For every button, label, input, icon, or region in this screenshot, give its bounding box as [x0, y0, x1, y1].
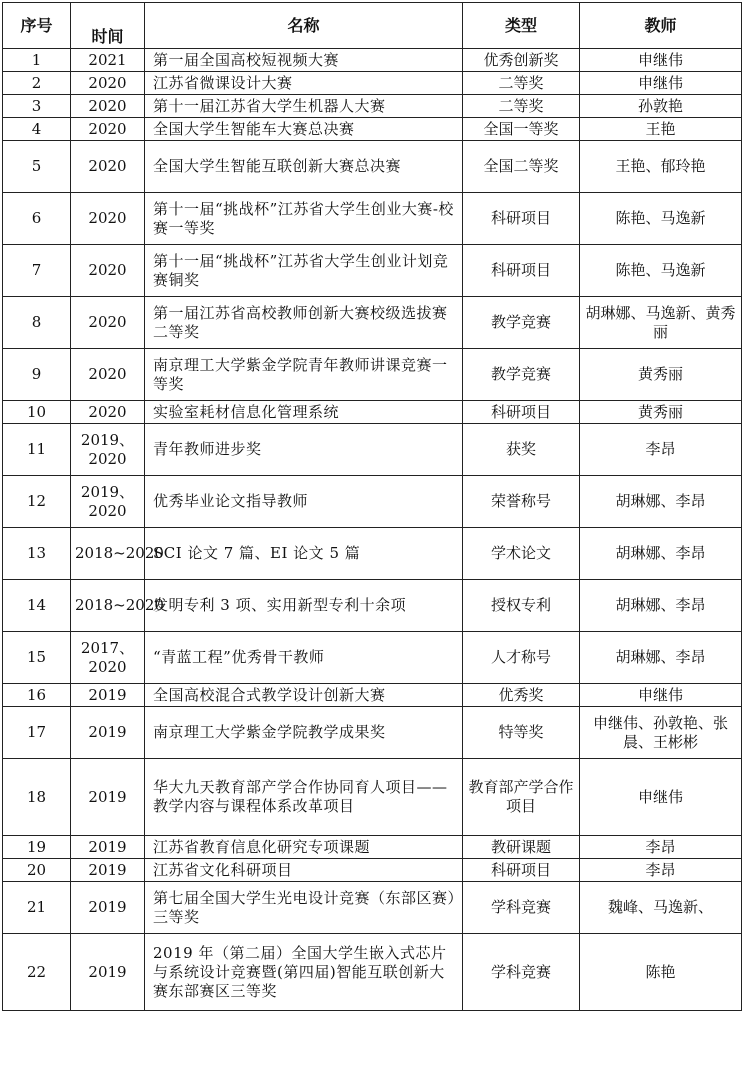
awards-table — [2, 2, 742, 1011]
row-time: 2019、2020 — [71, 424, 145, 476]
row-teacher: 申继伟 — [580, 72, 742, 95]
row-name: 优秀毕业论文指导教师 — [145, 476, 463, 528]
row-type: 教研课题 — [463, 836, 580, 859]
row-time: 2019 — [71, 759, 145, 836]
row-seq: 11 — [3, 424, 71, 476]
row-type: 获奖 — [463, 424, 580, 476]
row-type: 二等奖 — [463, 72, 580, 95]
row-type: 人才称号 — [463, 632, 580, 684]
row-time: 2018~2020 — [71, 580, 145, 632]
row-teacher: 申继伟 — [580, 49, 742, 72]
row-name: 第十一届“挑战杯”江苏省大学生创业计划竞赛铜奖 — [145, 245, 463, 297]
row-seq: 16 — [3, 684, 71, 707]
table-row — [3, 528, 742, 580]
row-teacher: 胡琳娜、李昂 — [580, 580, 742, 632]
row-time: 2020 — [71, 193, 145, 245]
table-row — [3, 424, 742, 476]
row-type: 全国二等奖 — [463, 141, 580, 193]
row-seq: 20 — [3, 859, 71, 882]
table-row — [3, 836, 742, 859]
row-teacher: 李昂 — [580, 424, 742, 476]
row-name: 全国高校混合式教学设计创新大赛 — [145, 684, 463, 707]
row-name: 江苏省文化科研项目 — [145, 859, 463, 882]
row-seq: 4 — [3, 118, 71, 141]
row-name: “青蓝工程”优秀骨干教师 — [145, 632, 463, 684]
row-time: 2019 — [71, 859, 145, 882]
table-row — [3, 349, 742, 401]
table-row — [3, 476, 742, 528]
row-name: 实验室耗材信息化管理系统 — [145, 401, 463, 424]
row-type: 二等奖 — [463, 95, 580, 118]
row-time: 2020 — [71, 349, 145, 401]
row-time: 2021 — [71, 49, 145, 72]
row-teacher: 胡琳娜、马逸新、黄秀丽 — [580, 297, 742, 349]
table-row — [3, 49, 742, 72]
row-teacher: 李昂 — [580, 836, 742, 859]
header-teacher: 教师 — [580, 3, 742, 49]
row-teacher: 陈艳、马逸新 — [580, 245, 742, 297]
row-time: 2020 — [71, 141, 145, 193]
row-type: 荣誉称号 — [463, 476, 580, 528]
table-row — [3, 859, 742, 882]
row-seq: 2 — [3, 72, 71, 95]
table-row — [3, 684, 742, 707]
header-time: 时间 — [71, 3, 145, 49]
row-time: 2019 — [71, 882, 145, 934]
row-type: 科研项目 — [463, 193, 580, 245]
row-time: 2019 — [71, 836, 145, 859]
row-name: 华大九天教育部产学合作协同育人项目——教学内容与课程体系改革项目 — [145, 759, 463, 836]
table-row — [3, 245, 742, 297]
row-name: 第十一届“挑战杯”江苏省大学生创业大赛-校赛一等奖 — [145, 193, 463, 245]
table-body — [3, 49, 742, 1011]
row-seq: 14 — [3, 580, 71, 632]
row-time: 2020 — [71, 118, 145, 141]
row-time: 2019 — [71, 707, 145, 759]
row-seq: 13 — [3, 528, 71, 580]
row-type: 科研项目 — [463, 859, 580, 882]
row-type: 教学竞赛 — [463, 349, 580, 401]
row-teacher: 申继伟 — [580, 684, 742, 707]
row-time: 2020 — [71, 72, 145, 95]
header-name: 名称 — [145, 3, 463, 49]
row-seq: 3 — [3, 95, 71, 118]
row-teacher: 申继伟、孙敦艳、张晨、王彬彬 — [580, 707, 742, 759]
row-name: 2019 年（第二届）全国大学生嵌入式芯片与系统设计竞赛暨(第四届)智能互联创新大赛东部赛区三等奖 — [145, 934, 463, 1011]
row-time: 2019 — [71, 934, 145, 1011]
row-type: 教育部产学合作项目 — [463, 759, 580, 836]
row-seq: 8 — [3, 297, 71, 349]
row-teacher: 黄秀丽 — [580, 349, 742, 401]
row-name: 青年教师进步奖 — [145, 424, 463, 476]
row-name: 南京理工大学紫金学院教学成果奖 — [145, 707, 463, 759]
row-type: 特等奖 — [463, 707, 580, 759]
row-teacher: 魏峰、马逸新、 — [580, 882, 742, 934]
row-type: 授权专利 — [463, 580, 580, 632]
row-type: 学科竞赛 — [463, 882, 580, 934]
row-name: 第七届全国大学生光电设计竞赛（东部区赛）三等奖 — [145, 882, 463, 934]
row-seq: 15 — [3, 632, 71, 684]
row-name: SCI 论文 7 篇、EI 论文 5 篇 — [145, 528, 463, 580]
row-type: 科研项目 — [463, 401, 580, 424]
row-seq: 9 — [3, 349, 71, 401]
table-row — [3, 297, 742, 349]
table-row — [3, 401, 742, 424]
row-name: 第一届全国高校短视频大赛 — [145, 49, 463, 72]
row-seq: 19 — [3, 836, 71, 859]
row-time: 2020 — [71, 401, 145, 424]
row-seq: 1 — [3, 49, 71, 72]
row-seq: 17 — [3, 707, 71, 759]
row-time: 2020 — [71, 95, 145, 118]
table-row — [3, 707, 742, 759]
row-seq: 18 — [3, 759, 71, 836]
row-name: 全国大学生智能车大赛总决赛 — [145, 118, 463, 141]
row-seq: 10 — [3, 401, 71, 424]
row-teacher: 王艳 — [580, 118, 742, 141]
header-seq: 序号 — [3, 3, 71, 49]
row-seq: 6 — [3, 193, 71, 245]
row-type: 全国一等奖 — [463, 118, 580, 141]
row-seq: 21 — [3, 882, 71, 934]
header-type: 类型 — [463, 3, 580, 49]
row-teacher: 胡琳娜、李昂 — [580, 476, 742, 528]
row-teacher: 黄秀丽 — [580, 401, 742, 424]
row-time: 2018~2020 — [71, 528, 145, 580]
table-row — [3, 118, 742, 141]
table-row — [3, 193, 742, 245]
row-teacher: 胡琳娜、李昂 — [580, 528, 742, 580]
row-name: 发明专利 3 项、实用新型专利十余项 — [145, 580, 463, 632]
row-seq: 12 — [3, 476, 71, 528]
row-type: 优秀奖 — [463, 684, 580, 707]
row-time: 2019 — [71, 684, 145, 707]
row-name: 全国大学生智能互联创新大赛总决赛 — [145, 141, 463, 193]
row-type: 教学竞赛 — [463, 297, 580, 349]
row-teacher: 王艳、郁玲艳 — [580, 141, 742, 193]
table-row — [3, 580, 742, 632]
row-time: 2020 — [71, 245, 145, 297]
row-type: 学科竞赛 — [463, 934, 580, 1011]
table-row — [3, 882, 742, 934]
row-time: 2020 — [71, 297, 145, 349]
row-time: 2017、2020 — [71, 632, 145, 684]
table-row — [3, 95, 742, 118]
row-teacher: 陈艳 — [580, 934, 742, 1011]
row-name: 江苏省教育信息化研究专项课题 — [145, 836, 463, 859]
header-row — [3, 3, 742, 49]
row-name: 第一届江苏省高校教师创新大赛校级选拔赛二等奖 — [145, 297, 463, 349]
table-row — [3, 72, 742, 95]
row-teacher: 李昂 — [580, 859, 742, 882]
row-name: 南京理工大学紫金学院青年教师讲课竞赛一等奖 — [145, 349, 463, 401]
row-seq: 5 — [3, 141, 71, 193]
row-type: 优秀创新奖 — [463, 49, 580, 72]
row-type: 科研项目 — [463, 245, 580, 297]
table-row — [3, 759, 742, 836]
row-teacher: 陈艳、马逸新 — [580, 193, 742, 245]
document-page — [2, 2, 741, 1011]
row-teacher: 孙敦艳 — [580, 95, 742, 118]
row-teacher: 胡琳娜、李昂 — [580, 632, 742, 684]
row-name: 江苏省微课设计大赛 — [145, 72, 463, 95]
row-seq: 22 — [3, 934, 71, 1011]
table-row — [3, 934, 742, 1011]
row-time: 2019、2020 — [71, 476, 145, 528]
row-teacher: 申继伟 — [580, 759, 742, 836]
row-name: 第十一届江苏省大学生机器人大赛 — [145, 95, 463, 118]
table-row — [3, 632, 742, 684]
row-type: 学术论文 — [463, 528, 580, 580]
row-seq: 7 — [3, 245, 71, 297]
table-row — [3, 141, 742, 193]
